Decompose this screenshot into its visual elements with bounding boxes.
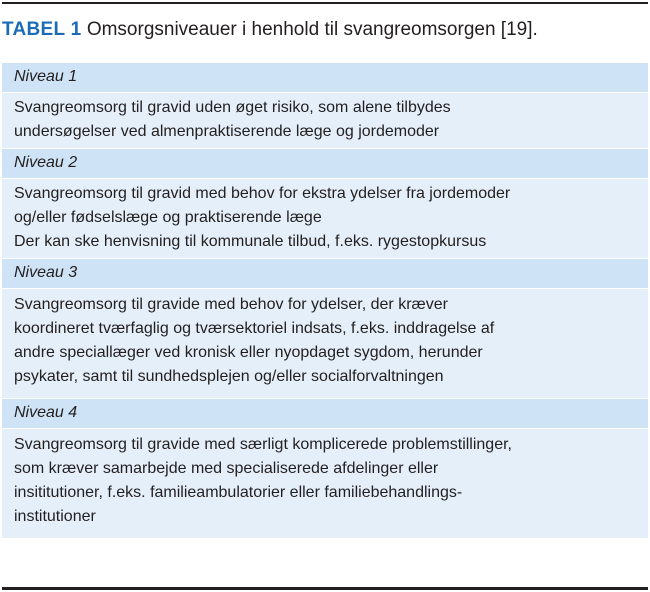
description-line: Der kan ske henvisning til kommunale tilbud, f.eks. rygestopkursus <box>14 233 487 250</box>
description-line: Svangreomsorg til gravid med behov for ekstra ydelser fra jordemoder <box>14 185 511 202</box>
level-3-heading: Niveau 3 <box>2 259 648 289</box>
description-line: Svangreomsorg til gravide med særligt komplicerede problemstillinger, <box>14 436 512 453</box>
description-line: Svangreomsorg til gravide med behov for ydelser, der kræver <box>14 296 448 313</box>
description-line: koordineret tværfaglig og tværsektoriel indsats, f.eks. inddragelse af <box>14 320 495 337</box>
level-2-description <box>2 179 648 259</box>
level-4-heading: Niveau 4 <box>2 399 648 429</box>
level-1-heading: Niveau 1 <box>2 63 648 93</box>
level-4-description <box>2 429 648 539</box>
description-line: andre speciallæger ved kronisk eller nyopdaget sygdom, herunder <box>14 344 483 361</box>
description-line: og/eller fødselslæge og praktiserende læge <box>14 209 322 226</box>
description-line: Svangreomsorg til gravid uden øget risiko, som alene tilbydes <box>14 99 451 116</box>
description-line: insititutioner, f.eks. familieambulatorier eller familiebehandlings- <box>14 484 463 501</box>
table-caption <box>2 16 538 44</box>
bottom-rule <box>2 587 648 590</box>
top-rule <box>2 2 648 4</box>
description-line: psykater, samt til sundhedsplejen og/eller socialforvaltningen <box>14 368 444 385</box>
description-line: som kræver samarbejde med specialiserede afdelinger eller <box>14 460 439 477</box>
level-2-heading: Niveau 2 <box>2 149 648 179</box>
table-label: TABEL 1 <box>2 19 82 40</box>
care-levels-table <box>2 63 648 539</box>
table-title: Omsorgsniveauer i henhold til svangreomsorgen [19]. <box>86 19 538 40</box>
description-line: institutioner <box>14 508 96 525</box>
level-3-description <box>2 289 648 399</box>
description-line: undersøgelser ved almenpraktiserende læge og jordemoder <box>14 123 440 140</box>
level-1-description <box>2 93 648 149</box>
